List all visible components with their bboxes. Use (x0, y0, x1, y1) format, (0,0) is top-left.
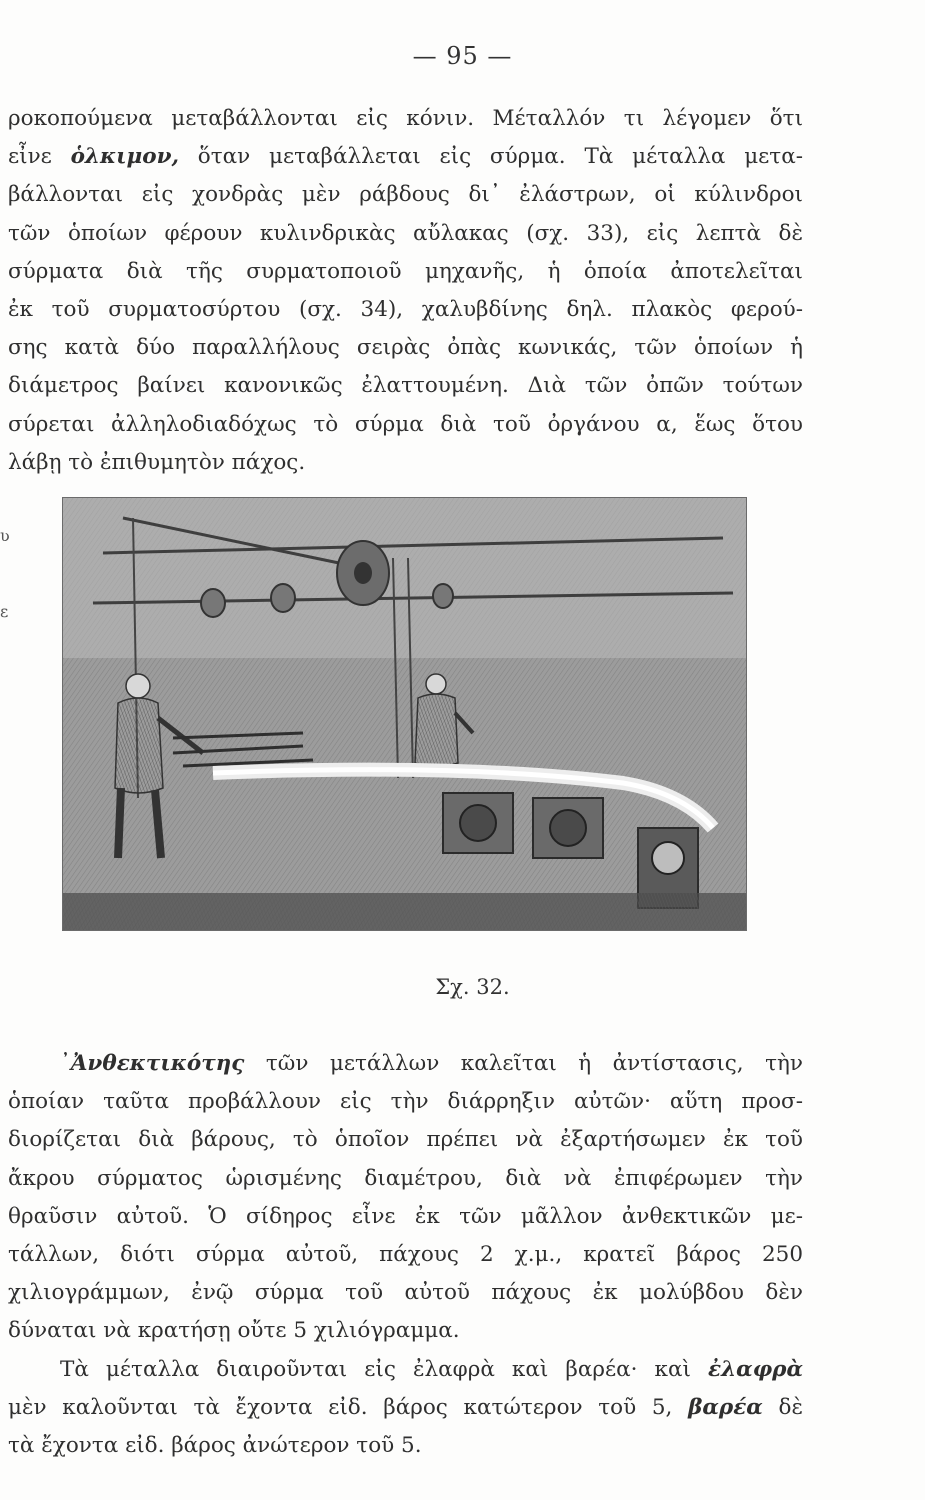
margin-mark: ε (0, 602, 9, 621)
text-line: ὁποίαν ταῦτα προβάλλουν εἰς τὴν διάρρηξιν αὐτῶν· αὕτη προσ- (8, 1089, 803, 1115)
text-line: χιλιογράμμων, ἐνῷ σύρμα τοῦ αὐτοῦ πάχους ἐκ μολύβδου δὲν (8, 1280, 803, 1306)
text-line: ᾽Ἀνθεκτικότης τῶν μετάλλων καλεῖται ἡ ἀντίστασις, τὴν (60, 1051, 803, 1076)
emphasized-term: ἐλαφρὰ (708, 1356, 803, 1382)
text-line: ροκοπούμενα μεταβάλλονται εἰς κόνιν. Μέταλλόν τι λέγομεν ὅτι (8, 106, 803, 131)
text-line: λάβῃ τὸ ἐπιθυμητὸν πάχος. (8, 449, 306, 475)
text-line: δύναται νὰ κρατήσῃ οὔτε 5 χιλιόγραμμα. (8, 1318, 460, 1344)
paragraph-1 (8, 100, 803, 482)
text-line: τῶν ὁποίων φέρουν κυλινδρικὰς αὔλακας (σχ. 33), εἰς λεπτὰ δὲ (8, 220, 803, 246)
text-line: βάλλονται εἰς χονδρὰς μὲν ράβδους δι᾽ ἐλάστρων, οἱ κύλινδροι (8, 182, 803, 208)
text-line: διάμετρος βαίνει κανονικῶς ἐλαττουμένη. Διὰ τῶν ὀπῶν τούτων (8, 373, 803, 399)
page-number: — 95 — (412, 42, 513, 70)
text-line: διορίζεται διὰ βάρους, τὸ ὁποῖον πρέπει νὰ ἐξαρτήσωμεν ἐκ τοῦ (8, 1127, 803, 1153)
wire-drawing-illustration (62, 497, 747, 931)
figure-caption: Σχ. 32. (435, 975, 510, 999)
text-line: ἐκ τοῦ συρματοσύρτου (σχ. 34), χαλυβδίνης δηλ. πλακὸς φερού- (8, 297, 803, 323)
text-line: τὰ ἔχοντα εἰδ. βάρος ἀνώτερον τοῦ 5. (8, 1433, 422, 1459)
paragraph-2 (8, 1045, 803, 1465)
emphasized-term: Ἀνθεκτικότης (70, 1051, 245, 1076)
text-line: θραῦσιν αὐτοῦ. Ὁ σίδηρος εἶνε ἐκ τῶν μᾶλλον ἀνθεκτικῶν με- (8, 1203, 803, 1229)
text-line: σύρματα διὰ τῆς συρματοποιοῦ μηχανῆς, ἡ ὁποία ἀποτελεῖται (8, 258, 803, 284)
text-line: μὲν καλοῦνται τὰ ἔχοντα εἰδ. βάρος κατώτερον τοῦ 5, βαρέα δὲ (8, 1394, 803, 1420)
factory-engraving (63, 498, 746, 930)
text-line: σύρεται ἀλληλοδιαδόχως τὸ σύρμα διὰ τοῦ ὀργάνου α, ἕως ὅτου (8, 411, 803, 437)
text-line: ἄκρου σύρματος ὡρισμένης διαμέτρου, διὰ νὰ ἐπιφέρωμεν τὴν (8, 1165, 803, 1191)
margin-mark: ʋ (0, 526, 10, 545)
text-line: εἶνε ὁλκιμον, ὅταν μεταβάλλεται εἰς σύρμα. Τὰ μέταλλα μετα- (8, 144, 803, 170)
text-line: σης κατὰ δύο παραλλήλους σειρὰς ὀπὰς κωνικάς, τῶν ὁποίων ἡ (8, 335, 803, 361)
emphasized-term: βαρέα (688, 1394, 763, 1420)
emphasized-term: ὁλκιμον, (70, 144, 179, 170)
text-line: Τὰ μέταλλα διαιροῦνται εἰς ἐλαφρὰ καὶ βαρέα· καὶ ἐλαφρὰ (60, 1356, 803, 1382)
text-line: τάλλων, διότι σύρμα αὐτοῦ, πάχους 2 χ.μ., κρατεῖ βάρος 250 (8, 1242, 803, 1268)
